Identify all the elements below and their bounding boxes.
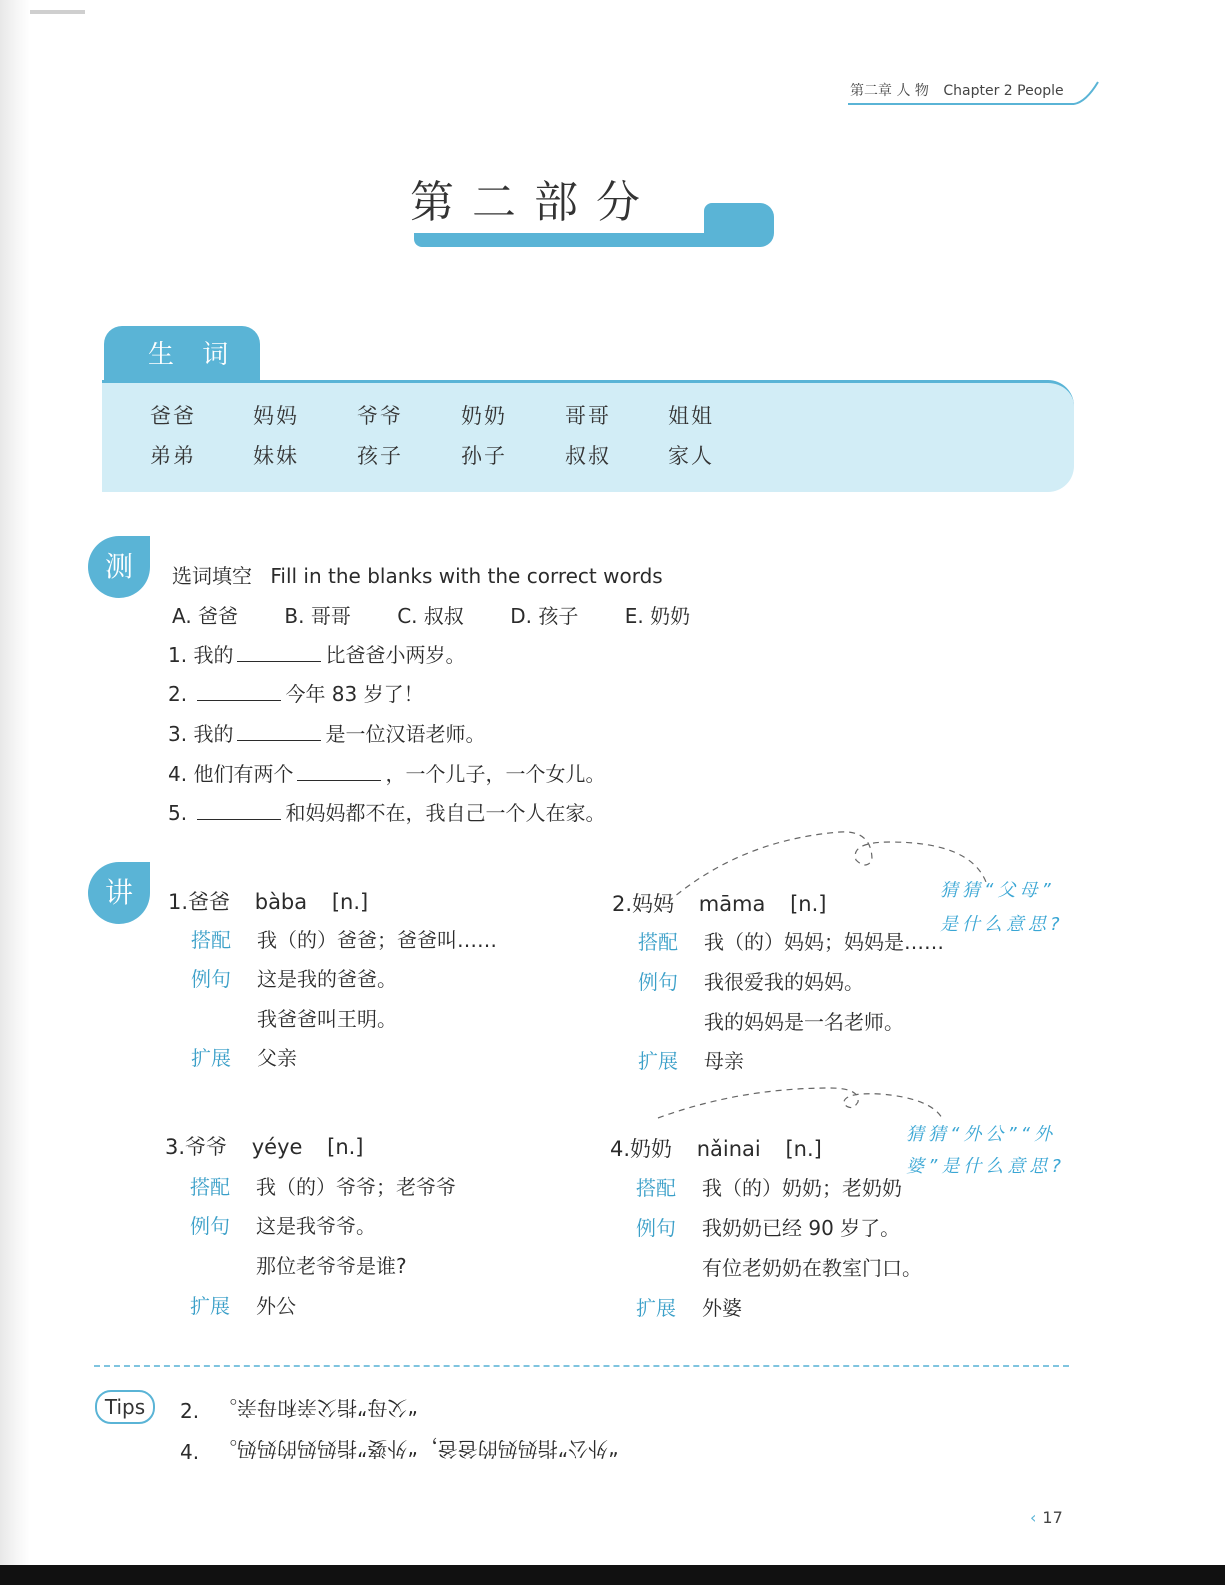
vocab-word: 孩子 — [357, 444, 403, 468]
collocation-tag: 搭配 — [190, 1175, 230, 1199]
entry-extension: 外婆 — [702, 1296, 742, 1320]
header-slash-decoration — [1072, 80, 1102, 106]
item-number: 3. — [168, 722, 188, 746]
collocation-tag: 搭配 — [191, 928, 231, 952]
entry-example: 这是我的爸爸。 — [257, 967, 397, 991]
entry-collocation: 我（的）奶奶；老奶奶 — [702, 1176, 902, 1200]
scan-edge-left — [0, 0, 30, 1585]
header-chapter-en: Chapter 2 People — [943, 83, 1064, 99]
extension-tag: 扩展 — [190, 1294, 230, 1318]
test-item — [168, 718, 485, 747]
lecture-leaf-icon: 讲 — [88, 862, 150, 924]
entry-number: 4. — [610, 1137, 631, 1161]
example-tag: 例句 — [636, 1216, 676, 1240]
vocab-word: 哥哥 — [565, 404, 611, 428]
vocab-word: 爸爸 — [150, 404, 196, 428]
vocab-word: 叔叔 — [565, 444, 611, 468]
tips-label: Tips — [95, 1390, 155, 1424]
test-item — [168, 797, 605, 826]
answer-blank[interactable] — [197, 801, 281, 820]
entry-collocation: 我（的）爸爸；爸爸叫…… — [257, 928, 497, 952]
scan-edge-top — [30, 10, 85, 14]
entry-pos: [n.] — [327, 1135, 364, 1159]
tip-item — [180, 1395, 418, 1424]
vocab-word: 妈妈 — [253, 404, 299, 428]
tip-text-upside-down: “父母”指父亲和母亲。 — [217, 1396, 419, 1420]
entry-collocation: 我（的）爷爷；老爷爷 — [256, 1175, 456, 1199]
collocation-tag: 搭配 — [636, 1176, 676, 1200]
page-number-value: 17 — [1042, 1508, 1063, 1527]
entry-example: 有位老奶奶在教室门口。 — [702, 1256, 922, 1280]
entry-example: 这是我爷爷。 — [256, 1214, 376, 1238]
scan-edge-bottom — [0, 1565, 1225, 1585]
section-divider — [94, 1365, 1069, 1367]
example-tag: 例句 — [191, 967, 231, 991]
tip-text-upside-down: “外公”指妈妈的爸爸，“外婆”指妈妈的妈妈。 — [217, 1437, 619, 1461]
tip-item — [180, 1436, 619, 1465]
page-number — [1030, 1508, 1063, 1527]
extension-tag: 扩展 — [636, 1296, 676, 1320]
entry-example: 我爸爸叫王明。 — [257, 1007, 397, 1031]
item-text-after: 和妈妈都不在，我自己一个人在家。 — [285, 801, 606, 825]
item-text-before: 我的 — [193, 643, 234, 667]
entry-word: 奶奶 — [630, 1137, 673, 1161]
entry-word: 爷爷 — [185, 1135, 228, 1159]
entry-extension: 外公 — [256, 1294, 296, 1318]
vocab-word: 爷爷 — [357, 404, 403, 428]
item-text-after: 比爸爸小两岁。 — [325, 643, 466, 667]
entry-example: 我很爱我的妈妈。 — [704, 970, 864, 994]
part-title: 第二部分 — [410, 177, 658, 228]
chevron-left-icon: ‹ — [1030, 1508, 1037, 1527]
vocab-box — [102, 380, 1074, 492]
collocation-tag: 搭配 — [638, 930, 678, 954]
entry-number: 1. — [168, 890, 189, 914]
entry-collocation: 我（的）妈妈；妈妈是…… — [704, 930, 944, 954]
tip-number: 4. — [180, 1440, 200, 1464]
item-number: 2. — [168, 682, 188, 706]
instruction-cn: 选词填空 — [172, 564, 252, 588]
option: D. 孩子 — [510, 604, 579, 628]
entry-pinyin: yéye — [251, 1135, 303, 1159]
entry-pos: [n.] — [785, 1137, 822, 1161]
vocab-word: 奶奶 — [461, 404, 507, 428]
extension-tag: 扩展 — [191, 1046, 231, 1070]
vocab-word: 姐姐 — [668, 404, 714, 428]
entry-pinyin: māma — [698, 892, 766, 916]
vocab-label: 生 词 — [148, 340, 239, 370]
entry-heading — [610, 1133, 822, 1163]
option: A. 爸爸 — [172, 604, 239, 628]
item-text-before: 我的 — [193, 722, 234, 746]
option: B. 哥哥 — [284, 604, 351, 628]
header-underline — [848, 103, 1074, 105]
item-text-after: 是一位汉语老师。 — [325, 722, 486, 746]
example-tag: 例句 — [190, 1214, 230, 1238]
answer-blank[interactable] — [237, 643, 321, 662]
test-item — [168, 678, 424, 707]
test-item — [168, 639, 465, 668]
entry-word: 妈妈 — [632, 892, 675, 916]
note-dashed-curve-2 — [650, 1078, 950, 1128]
entry-example: 我的妈妈是一名老师。 — [704, 1010, 904, 1034]
entry-pinyin: nǎinai — [696, 1137, 761, 1161]
answer-blank[interactable] — [197, 682, 281, 701]
entry-word: 爸爸 — [188, 890, 231, 914]
entry-heading — [168, 886, 368, 916]
vocab-word: 妹妹 — [253, 444, 299, 468]
entry-number: 2. — [612, 892, 633, 916]
running-header — [850, 80, 1064, 100]
item-number: 5. — [168, 801, 188, 825]
guess-note-2-line1: 猜猜“外公”“外 — [906, 1124, 1056, 1145]
vocab-word: 弟弟 — [150, 444, 196, 468]
entry-pos: [n.] — [331, 890, 369, 914]
entry-heading — [165, 1131, 364, 1161]
test-options — [172, 600, 690, 629]
test-instruction — [172, 560, 663, 589]
extension-tag: 扩展 — [638, 1049, 678, 1073]
entry-number: 3. — [165, 1135, 186, 1159]
item-text-before: 他们有两个 — [193, 762, 294, 786]
vocab-word: 家人 — [668, 444, 714, 468]
tip-number: 2. — [180, 1399, 200, 1423]
item-number: 4. — [168, 762, 188, 786]
entry-pinyin: bàba — [254, 890, 308, 914]
item-text-after: 今年 83 岁了！ — [285, 682, 424, 706]
guess-note-1-line2: 是什么意思? — [940, 914, 1064, 935]
vocab-word: 孙子 — [461, 444, 507, 468]
option: E. 奶奶 — [624, 604, 691, 628]
item-text-after: ，一个儿子，一个女儿。 — [385, 762, 606, 786]
entry-example: 我奶奶已经 90 岁了。 — [702, 1216, 901, 1240]
entry-pos: [n.] — [790, 892, 827, 916]
instruction-en: Fill in the blanks with the correct words — [270, 564, 663, 588]
guess-note-2-line2: 婆”是什么意思? — [906, 1156, 1065, 1177]
header-chapter-cn: 第二章 人 物 — [850, 83, 929, 99]
test-item — [168, 758, 605, 787]
answer-blank[interactable] — [297, 762, 381, 781]
option: C. 叔叔 — [397, 604, 464, 628]
example-tag: 例句 — [638, 970, 678, 994]
answer-blank[interactable] — [237, 722, 321, 741]
entry-extension: 父亲 — [257, 1046, 297, 1070]
part-title-bar — [414, 233, 716, 247]
guess-note-1-line1: 猜猜“父母” — [940, 880, 1055, 901]
test-leaf-icon: 测 — [88, 536, 150, 598]
entry-extension: 母亲 — [704, 1049, 744, 1073]
entry-example: 那位老爷爷是谁? — [256, 1254, 407, 1278]
item-number: 1. — [168, 643, 188, 667]
